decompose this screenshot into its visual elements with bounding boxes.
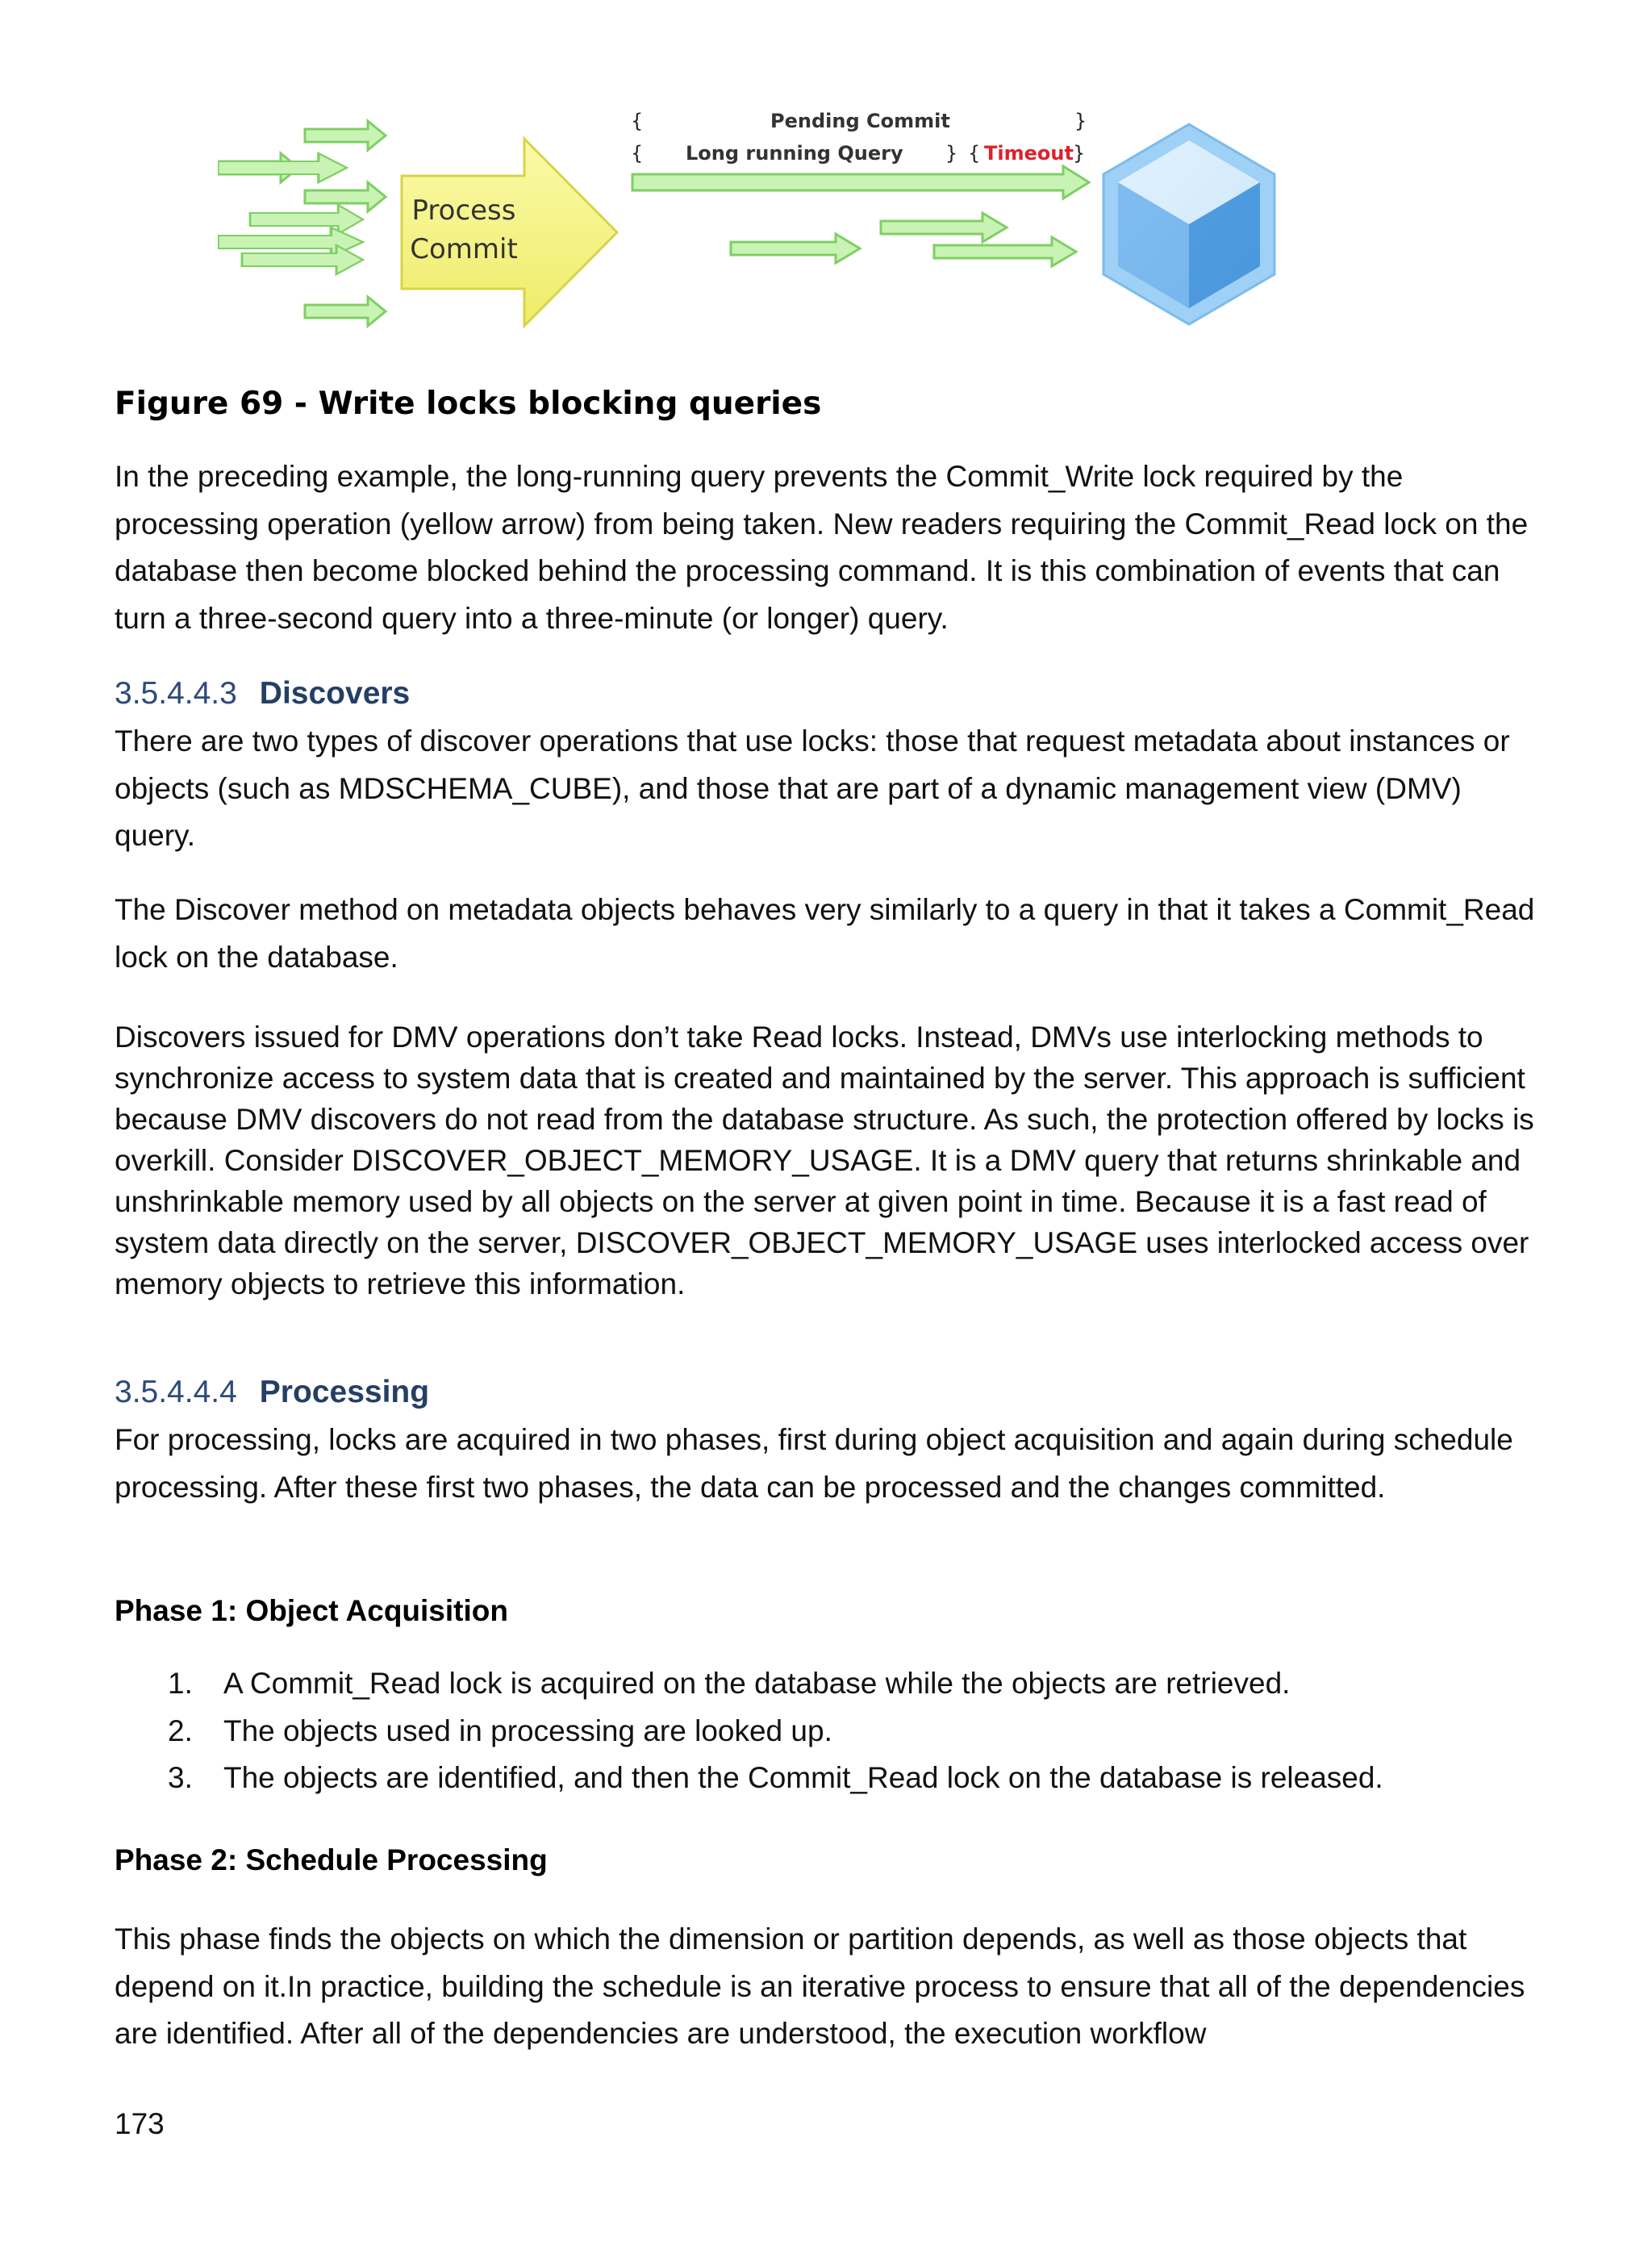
brace-open: { [631, 142, 644, 165]
figure-write-locks-diagram [218, 103, 1291, 345]
timeout-label: Timeout [984, 142, 1074, 165]
process-label-line1: Process [411, 194, 516, 227]
intro-paragraph: In the preceding example, the long-running query prevents the Commit_Write lock required by the processing operation (yellow arrow) from being taken. New readers requiring the Commit_Read lock on the database then become blocked behind the processing command. It is this combination of events that can turn a three-second query into a three-minute (or longer) query. [115, 460, 1529, 635]
list-item: 3. The objects are identified, and then the Commit_Read lock on the database is released. [168, 1761, 1383, 1794]
phase2-paragraph: This phase finds the objects on which the dimension or partition depends, as well as those objects that depend on it.In practice, building the schedule is an iterative process to ensure that all of the dependencies are identified. After all of the dependencies are understood, the execution workflow [115, 1922, 1525, 2050]
database-cube-icon [1103, 124, 1274, 324]
section-title: Processing [259, 1375, 430, 1409]
discovers-paragraph-3: Discovers issued for DMV operations don’t take Read locks. Instead, DMVs use interlocking methods to synchronize access to system data that is created and maintained by the server. This approach is sufficient because DMV discovers do not read from the database structure. As such, the protection offered by locks is overkill. Consider DISCOVER_OBJECT_MEMORY_USAGE. It is a DMV query that returns shrinkable and unshrinkable memory used by all objects on the server at given point in time. Because it is a fast read of system data directly on the server, DISCOVER_OBJECT_MEMORY_USAGE uses interlocked access over memory objects to retrieve this information. [115, 1021, 1534, 1300]
write-locks-diagram-svg [218, 103, 1291, 345]
long-running-query-label: Long running Query [686, 142, 903, 165]
brace-close: } [1074, 110, 1087, 132]
brace-open: { [631, 110, 644, 132]
figure-caption: Figure 69 - Write locks blocking queries [115, 386, 822, 422]
process-commit-arrow [402, 139, 617, 326]
discovers-paragraph-2: The Discover method on metadata objects behaves very similarly to a query in that it takes a Commit_Read lock on the database. [115, 893, 1535, 974]
section-number: 3.5.4.4.3 [115, 676, 237, 711]
phase1-heading: Phase 1: Object Acquisition [115, 1594, 508, 1627]
list-item: 1. A Commit_Read lock is acquired on the database while the objects are retrieved. [168, 1667, 1291, 1700]
long-running-query-arrow [632, 166, 1089, 198]
section-number: 3.5.4.4.4 [115, 1375, 237, 1409]
brace-close: } [1073, 142, 1086, 165]
phase1-steps-list [115, 1660, 1550, 1802]
queued-query-arrow [881, 213, 1007, 242]
queued-query-arrow [934, 237, 1076, 266]
discovers-paragraph-1: There are two types of discover operations that use locks: those that request metadata about instances or objects (such as MDSCHEMA_CUBE), and those that are part of a dynamic management view (DMV) query. [115, 724, 1510, 852]
brace-close: } [945, 142, 958, 165]
incoming-request-arrow [305, 121, 386, 150]
brace-open: { [968, 142, 981, 165]
pending-commit-label: Pending Commit [770, 110, 950, 132]
queued-query-arrow [731, 234, 860, 263]
phase2-heading: Phase 2: Schedule Processing [115, 1843, 548, 1876]
list-item: 2. The objects used in processing are looked up. [168, 1713, 832, 1747]
processing-paragraph: For processing, locks are acquired in two phases, first during object acquisition and again during schedule processing. After these first two phases, the data can be processed and the changes committed. [115, 1423, 1513, 1504]
section-heading-discovers [115, 676, 410, 712]
page-number: 173 [115, 2107, 165, 2140]
process-label-line2: Commit [410, 233, 518, 265]
section-title: Discovers [259, 676, 411, 711]
section-heading-processing [115, 1375, 429, 1410]
